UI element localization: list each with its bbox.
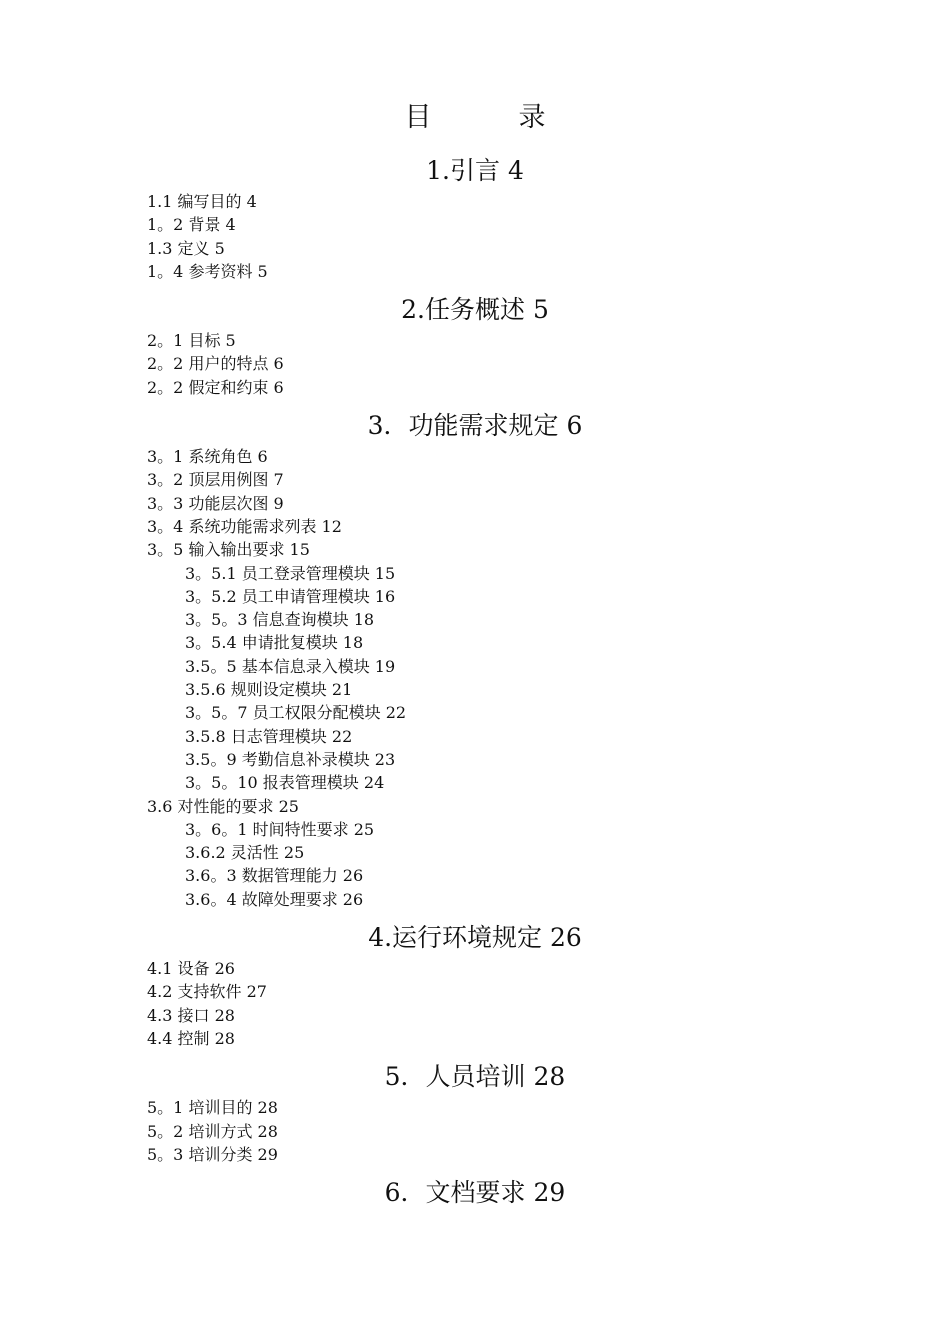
toc-entry-3-5-1[interactable]: 3。5.1 员工登录管理模块 15	[185, 563, 396, 583]
toc-section-3[interactable]: 3．功能需求规定 6	[367, 411, 583, 441]
toc-entry-3-5-3[interactable]: 3。5。3 信息查询模块 18	[185, 610, 375, 630]
toc-entry-5-2[interactable]: 5。2 培训方式 28	[147, 1121, 278, 1141]
toc-entry-5-3[interactable]: 5。3 培训分类 29	[147, 1144, 278, 1164]
toc-entry-3-2[interactable]: 3。2 顶层用例图 7	[147, 470, 284, 490]
toc-entry-2-2[interactable]: 2。2 用户的特点 6	[147, 354, 284, 374]
toc-section-4[interactable]: 4.运行环境规定 26	[368, 923, 582, 953]
toc-entry-3-5-9[interactable]: 3.5。9 考勤信息补录模块 23	[185, 749, 396, 769]
toc-entry-3-6-3[interactable]: 3.6。3 数据管理能力 26	[185, 866, 364, 886]
toc-entry-3-5-10[interactable]: 3。5。10 报表管理模块 24	[185, 773, 385, 793]
toc-entry-3-5-2[interactable]: 3。5.2 员工申请管理模块 16	[185, 586, 396, 606]
toc-entry-1-2[interactable]: 1。2 背景 4	[147, 215, 236, 235]
toc-entry-4-3[interactable]: 4.3 接口 28	[147, 1005, 235, 1025]
toc-entry-3-3[interactable]: 3。3 功能层次图 9	[147, 493, 284, 513]
toc-entry-2-3[interactable]: 2。2 假定和约束 6	[147, 377, 284, 397]
toc-entry-3-5-6[interactable]: 3.5.6 规则设定模块 21	[185, 680, 353, 700]
toc-entry-3-5-4[interactable]: 3。5.4 申请批复模块 18	[185, 633, 364, 653]
toc-entry-1-4[interactable]: 1。4 参考资料 5	[147, 261, 268, 281]
toc-entry-3-4[interactable]: 3。4 系统功能需求列表 12	[147, 516, 342, 536]
toc-entry-3-5-8[interactable]: 3.5.8 日志管理模块 22	[185, 726, 353, 746]
toc-entry-4-2[interactable]: 4.2 支持软件 27	[147, 982, 267, 1002]
toc-entry-3-6-4[interactable]: 3.6。4 故障处理要求 26	[185, 889, 364, 909]
toc-entry-5-1[interactable]: 5。1 培训目的 28	[147, 1098, 278, 1118]
toc-title: 目 录	[404, 102, 576, 133]
toc-entry-3-6-1[interactable]: 3。6。1 时间特性要求 25	[185, 819, 375, 839]
toc-entry-3-6[interactable]: 3.6 对性能的要求 25	[147, 796, 299, 816]
toc-section-5[interactable]: 5．人员培训 28	[384, 1062, 566, 1092]
toc-section-1[interactable]: 1.引言 4	[426, 156, 524, 185]
toc-entry-4-4[interactable]: 4.4 控制 28	[147, 1028, 235, 1048]
toc-entry-2-1[interactable]: 2。1 目标 5	[147, 331, 236, 351]
toc-entry-3-5[interactable]: 3。5 输入输出要求 15	[147, 540, 310, 560]
toc-entry-1-1[interactable]: 1.1 编写目的 4	[147, 192, 257, 211]
toc-entry-3-5-5[interactable]: 3.5。5 基本信息录入模块 19	[185, 656, 396, 676]
toc-entry-1-3[interactable]: 1.3 定义 5	[147, 238, 225, 258]
toc-section-6[interactable]: 6．文档要求 29	[384, 1178, 566, 1208]
toc-section-2[interactable]: 2.任务概述 5	[401, 295, 549, 325]
toc-entry-3-5-7[interactable]: 3。5。7 员工权限分配模块 22	[185, 703, 407, 723]
toc-entry-3-1[interactable]: 3。1 系统角色 6	[147, 447, 268, 467]
toc-entry-4-1[interactable]: 4.1 设备 26	[147, 959, 235, 979]
table-of-contents	[147, 152, 807, 1212]
toc-entry-3-6-2[interactable]: 3.6.2 灵活性 25	[185, 843, 305, 863]
